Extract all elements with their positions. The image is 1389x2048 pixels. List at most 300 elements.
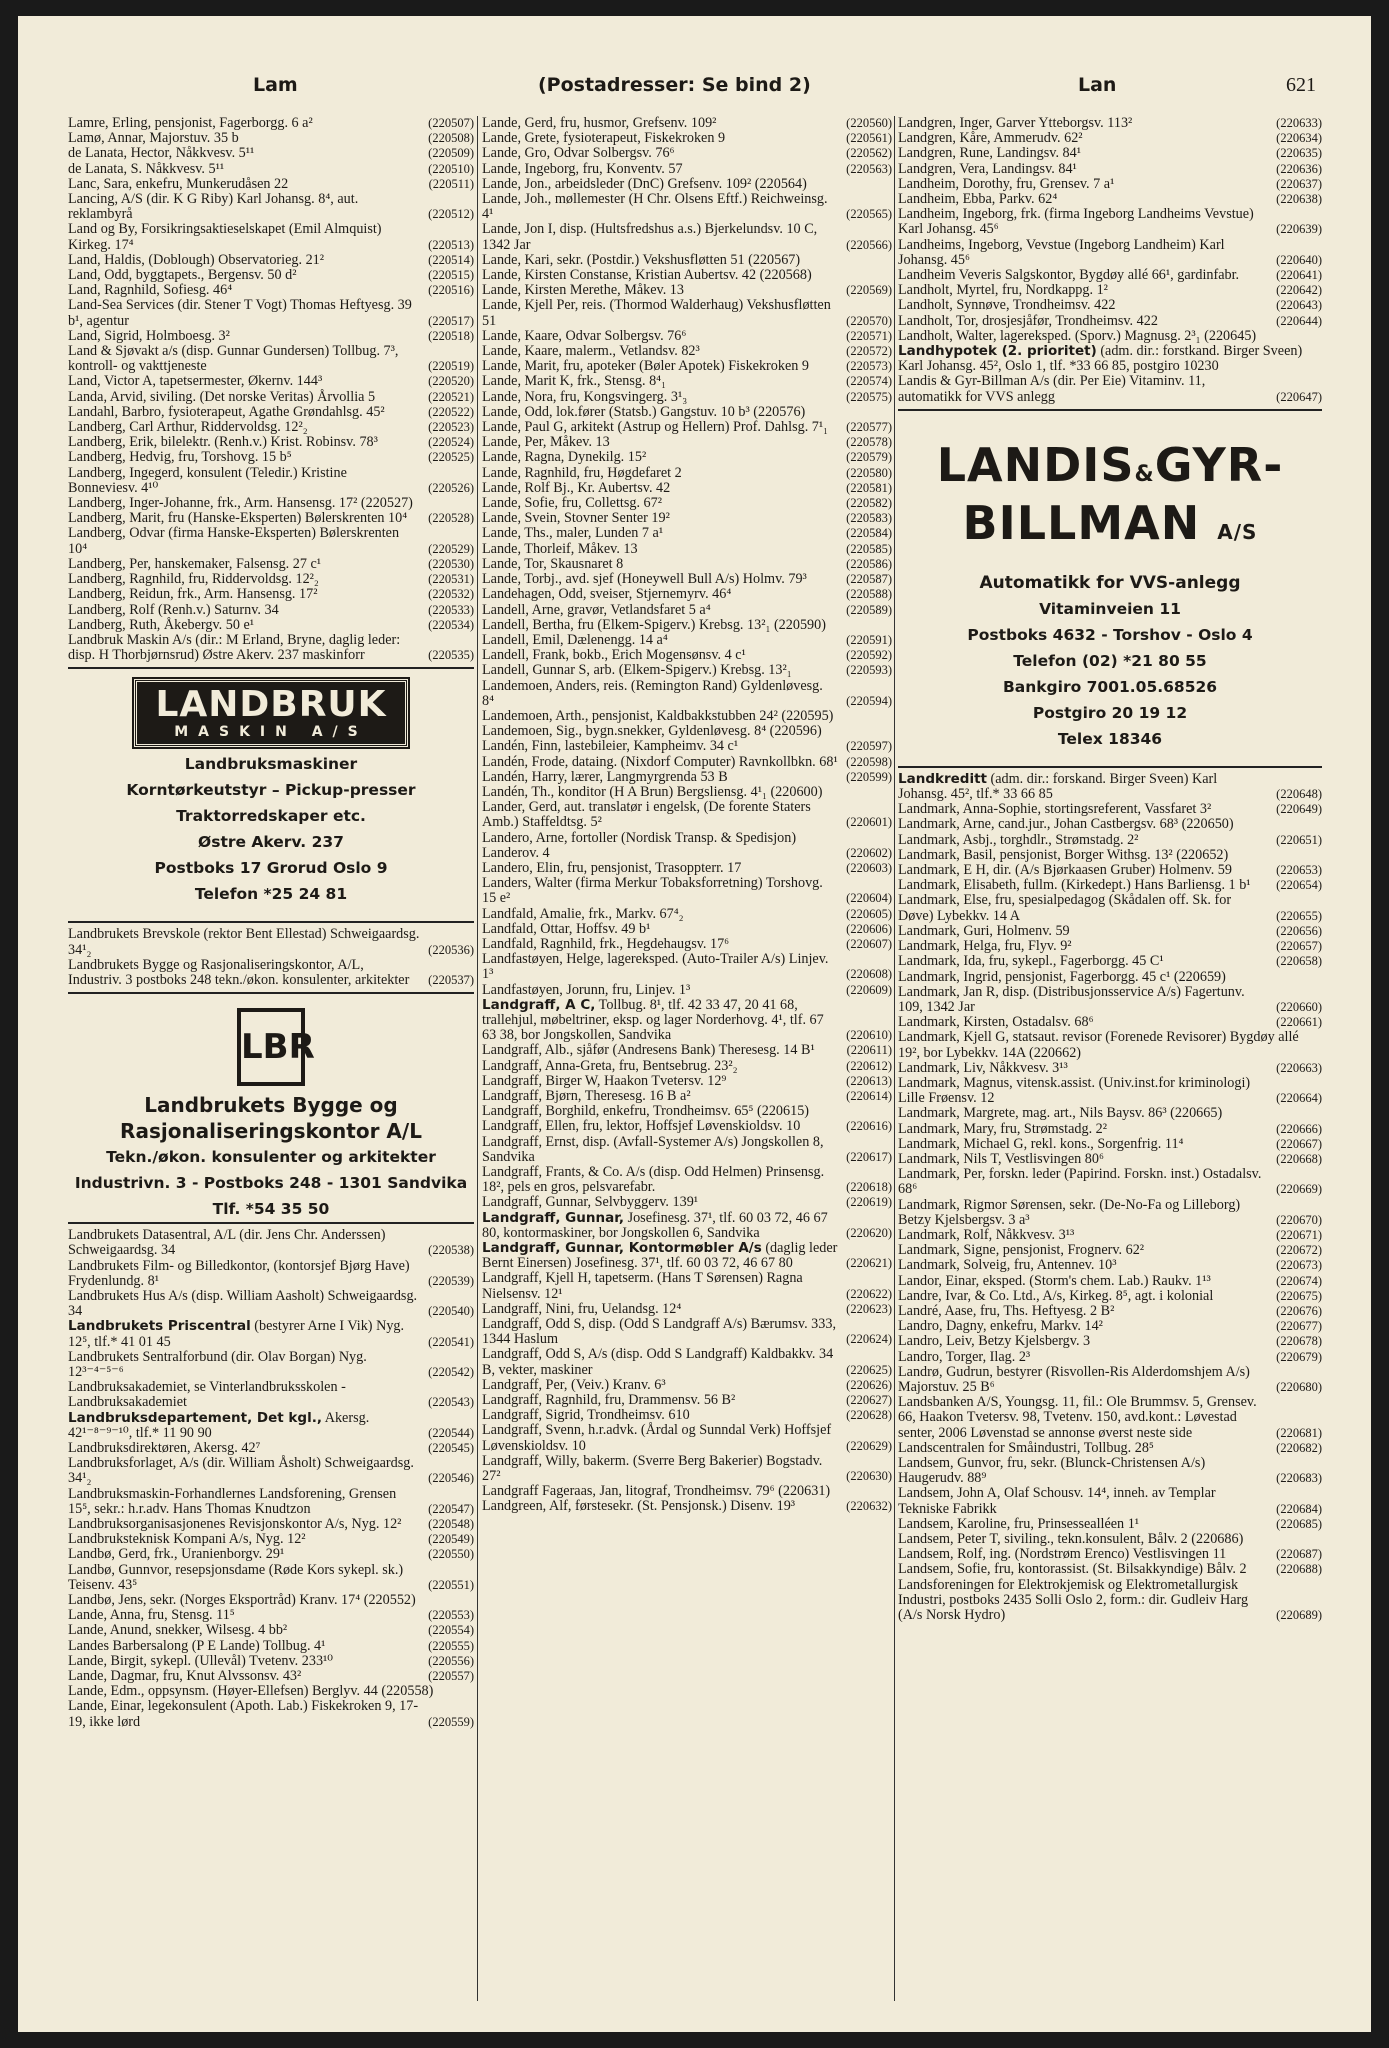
entry-text: Landbø, Gerd, frk., Uranienborgv. 29¹ (68, 1546, 285, 1563)
header-right: Lan (1078, 74, 1117, 96)
directory-entry (898, 939, 1322, 954)
entry-number: (220560) (846, 116, 892, 130)
entry-text: Landmark, Rolf, Nåkkvesv. 3¹³ (898, 1226, 1075, 1243)
directory-entry (68, 298, 474, 328)
directory-entry (898, 131, 1322, 146)
entry-text: Lande, Birgit, sykepl. (Ullevål) Tvetenv. 233¹⁰ (68, 1652, 333, 1669)
directory-entry (898, 1365, 1322, 1395)
entry-number: (220649) (1276, 802, 1322, 817)
directory-entry (898, 1350, 1322, 1365)
directory-entry (68, 511, 474, 526)
entry-text: Landbruksforlaget, A/s (dir. William Åsholt) Schweigaardsg. 34¹₂ (68, 1455, 414, 1487)
directory-entry (898, 848, 1322, 863)
entry-text: Landgren, Kåre, Ammerudv. 62² (898, 130, 1083, 147)
directory-entry (898, 1562, 1322, 1577)
directory-entry (482, 344, 892, 359)
entry-number: (220565) (846, 207, 892, 222)
ad-lines (898, 596, 1322, 752)
entry-number: (220656) (1276, 923, 1322, 938)
directory-entry (898, 985, 1322, 1015)
directory-entry (68, 420, 474, 435)
entry-number: (220678) (1276, 1334, 1322, 1349)
entry-number: (220533) (428, 602, 474, 617)
directory-entry (898, 162, 1322, 177)
entry-text: Lande, Einar, legekonsulent (Apoth. Lab.) Fiskekroken 9, 17-19, ikke lørd (68, 1698, 419, 1730)
directory-entry (898, 146, 1322, 161)
directory-entry (482, 359, 892, 374)
directory-entry (898, 1486, 1322, 1516)
entry-text: Landfald, Ottar, Hoffsv. 49 b¹ (482, 920, 651, 937)
directory-entry (898, 954, 1322, 969)
entry-number: (220545) (428, 1440, 474, 1455)
directory-entry (898, 344, 1322, 374)
entry-text: Landmark, Margrete, mag. art., Nils Baysv. 86³ (220665) (898, 1105, 1223, 1122)
entry-text: Landgraff, Odd S, disp. (Odd S Landgraff A/s) Bærumsv. 333, 1344 Haslum (482, 1316, 836, 1348)
directory-entry (482, 1484, 892, 1499)
entry-text: Landberg, Hedvig, fru, Torshovg. 15 b⁵ (68, 449, 292, 466)
directory-entry (482, 1104, 892, 1119)
directory-entry (482, 1408, 892, 1423)
entry-number: (220647) (1276, 389, 1322, 404)
entry-list (68, 927, 474, 988)
directory-entry (68, 618, 474, 633)
entry-number: (220594) (846, 693, 892, 708)
entry-number: (220623) (846, 1301, 892, 1316)
directory-entry (898, 268, 1322, 283)
directory-entry (482, 1317, 892, 1347)
entry-text: Land, Odd, byggtapets., Bergensv. 50 d² (68, 267, 297, 284)
entry-number: (220577) (846, 420, 892, 435)
entry-number: (220605) (846, 906, 892, 921)
entry-text: de Lanata, S. Nåkkvesv. 5¹¹ (68, 160, 225, 177)
directory-entry (482, 222, 892, 252)
directory-entry (68, 177, 474, 192)
directory-entry (482, 1454, 892, 1484)
entry-text: Landmark, Kirsten, Ostadalsv. 68⁶ (898, 1014, 1094, 1031)
entry-text: Landmark, Mary, fru, Strømstadg. 2² (898, 1120, 1108, 1137)
directory-entry (482, 177, 892, 192)
directory-entry (482, 390, 892, 405)
entry-text: Landsem, Sofie, fru, kontorassist. (St. Bilsakkyndige) Bålv. 2 (898, 1561, 1247, 1578)
entry-text: Landero, Elin, fru, pensjonist, Trasoppterr. 17 (482, 859, 742, 876)
entry-text: Landgren, Rune, Landingsv. 84¹ (898, 145, 1082, 162)
directory-entry (68, 1517, 474, 1532)
entry-text: Lande, Kaare, Odvar Solbergsv. 76⁶ (482, 327, 687, 344)
entry-text: Landmark, Nils T, Vestlisvingen 80⁶ (898, 1150, 1104, 1167)
lbr-logo: LBR (237, 1008, 305, 1086)
entry-number: (220660) (1276, 999, 1322, 1014)
entry-text: Lander, Gerd, aut. translatør i engelsk, (De forente Staters Amb.) Staffeldtsg. 5² (482, 799, 811, 831)
entry-number: (220608) (846, 967, 892, 982)
entry-number: (220628) (846, 1408, 892, 1423)
entry-text: Landberg, Reidun, frk., Arm. Hansensg. 17² (68, 586, 318, 603)
entry-number: (220643) (1276, 298, 1322, 313)
directory-entry (898, 1274, 1322, 1289)
directory-entry (482, 831, 892, 861)
directory-entry (68, 958, 474, 988)
directory-entry (68, 374, 474, 389)
entry-text: Landheim, Ebba, Parkv. 62⁴ (898, 191, 1058, 208)
entry-list (68, 1228, 474, 1730)
entry-number: (220550) (428, 1547, 474, 1562)
entry-text: Landberg, Ruth, Åkebergv. 50 e¹ (68, 616, 255, 633)
entry-number: (220633) (1276, 116, 1322, 130)
entry-number: (220610) (846, 1028, 892, 1043)
entry-text: Landgraff, Borghild, enkefru, Trondheimsv. 65⁵ (220615) (482, 1103, 810, 1120)
ad-line: Korntørkeutstyr – Pickup-presser (126, 781, 416, 800)
directory-entry (68, 1487, 474, 1517)
entry-text: Landberg, Carl Arthur, Riddervoldsg. 12²₂ (68, 419, 308, 436)
entry-text: Landmark, Rigmor Sørensen, sekr. (De-No-Fa og Lilleborg) Betzy Kjelsbergsv. 3 a³ (898, 1196, 1241, 1228)
entry-text: Landemoen, Arth., pensjonist, Kaldbakkstubben 24² (220595) (482, 707, 834, 724)
entry-text: Landmark, Arne, cand.jur., Johan Castbergsv. 68³ (220650) (898, 816, 1234, 833)
ad-tagline: Automatikk for VVS-anlegg (979, 572, 1241, 593)
directory-entry (482, 572, 892, 587)
ad-title: Rasjonaliseringskontor A/L (120, 1119, 422, 1144)
directory-entry (482, 1347, 892, 1377)
entry-number: (220599) (846, 769, 892, 784)
directory-entry (482, 603, 892, 618)
entry-number: (220651) (1276, 832, 1322, 847)
entry-text: Lande, Odd, lok.fører (Statsb.) Gangstuv. 10 b³ (220576) (482, 403, 806, 420)
entry-number: (220674) (1276, 1273, 1322, 1288)
entry-number: (220528) (428, 511, 474, 526)
entry-number: (220538) (428, 1243, 474, 1258)
entry-text: Landmark, Magnus, vitensk.assist. (Univ.inst.for kriminologi) Lille Frøensv. 12 (898, 1074, 1251, 1107)
entry-number: (220557) (428, 1669, 474, 1684)
entry-text: Landro, Leiv, Betzy Kjelsbergv. 3 (898, 1333, 1091, 1350)
entry-number: (220563) (846, 161, 892, 176)
entry-text: Lande, Jon., arbeidsleder (DnC) Grefsenv. 109² (220564) (482, 175, 807, 192)
directory-entry (898, 878, 1322, 893)
entry-text: Landmark, Ida, fru, sykepl., Fagerborgg. 45 C¹ (898, 953, 1164, 970)
entry-text: Lande, Ragnhild, fru, Høgdefaret 2 (482, 464, 682, 481)
entry-text: Landgren, Inger, Garver Ytteborgsv. 113² (898, 115, 1133, 131)
directory-entry (482, 1423, 892, 1453)
directory-entry (482, 405, 892, 420)
directory-entry (898, 1517, 1322, 1532)
entry-text: Landgraff, Ellen, fru, lektor, Hoffsjef Løvenskioldsv. 10 (482, 1118, 801, 1135)
directory-entry (68, 587, 474, 602)
entry-number: (220684) (1276, 1501, 1322, 1516)
directory-entry (68, 162, 474, 177)
entry-number: (220618) (846, 1180, 892, 1195)
entry-number: (220574) (846, 374, 892, 389)
entry-number: (220624) (846, 1332, 892, 1347)
entry-text: Lande, Thorleif, Måkev. 13 (482, 540, 638, 557)
entry-number: (220548) (428, 1516, 474, 1531)
directory-entry (482, 162, 892, 177)
directory-entry (68, 1684, 474, 1699)
entry-text: Landmark, Jan R, disp. (Distribusjonsservice A/s) Fagertunv. 109, 1342 Jar (898, 983, 1245, 1015)
entry-text: Landkreditt (adm. dir.: forskand. Birger Sveen) Karl Johansg. 45², tlf.* 33 66 85 (898, 770, 1218, 803)
entry-number: (220571) (846, 328, 892, 343)
entry-number: (220591) (846, 632, 892, 647)
entry-number: (220606) (846, 921, 892, 936)
entry-text: Landheim Veveris Salgskontor, Bygdøy allé 66¹, gardinfabr. (898, 267, 1240, 284)
directory-entry (898, 1030, 1322, 1060)
entry-number: (220554) (428, 1623, 474, 1638)
entry-number: (220644) (1276, 313, 1322, 328)
directory-entry (68, 1608, 474, 1623)
entry-text: Landsem, Rolf, ing. (Nordstrøm Erenco) Vestlisvingen 11 (898, 1546, 1227, 1563)
entry-text: Landbruksteknisk Kompani A/s, Nyg. 12² (68, 1531, 306, 1548)
directory-entry (482, 496, 892, 511)
entry-text: Landro, Dagny, enkefru, Markv. 14² (898, 1318, 1103, 1335)
entry-text: Landgraff, Birger W, Haakon Tvetersv. 12⁹ (482, 1072, 727, 1089)
directory-entry (482, 192, 892, 222)
directory-entry (482, 298, 892, 328)
entry-number: (220632) (846, 1499, 892, 1514)
entry-number: (220539) (428, 1273, 474, 1288)
entry-number: (220655) (1276, 908, 1322, 923)
entry-number: (220521) (428, 389, 474, 404)
page-header (18, 56, 1371, 116)
directory-entry (68, 1654, 474, 1669)
entry-text: Landa, Arvid, siviling. (Det norske Veritas) Årvollia 5 (68, 388, 376, 405)
entry-text: Landgraff Fageraas, Jan, litograf, Trondheimsv. 79⁶ (220631) (482, 1483, 831, 1500)
entry-number: (220617) (846, 1149, 892, 1164)
directory-entry (898, 116, 1322, 131)
directory-entry (482, 1119, 892, 1134)
entry-text: Landmark, Elisabeth, fullm. (Kirkedept.) Hans Barliensg. 1 b¹ (898, 877, 1251, 894)
directory-entry (68, 496, 474, 511)
directory-entry (68, 268, 474, 283)
ad-line: Tekn./økon. konsulenter og arkitekter (106, 1148, 436, 1167)
entry-number: (220592) (846, 648, 892, 663)
directory-entry (68, 1669, 474, 1684)
directory-entry (68, 1456, 474, 1486)
directory-entry (482, 587, 892, 602)
entry-text: Landfald, Ragnhild, frk., Hegdehaugsv. 17⁶ (482, 935, 730, 952)
entry-number: (220518) (428, 328, 474, 343)
ad-lbr (68, 992, 474, 1224)
entry-number: (220516) (428, 283, 474, 298)
entry-number: (220524) (428, 435, 474, 450)
entry-text: Lande, Jon I, disp. (Hultsfredshus a.s.) Bjerkelundsv. 10 C, 1342 Jar (482, 221, 818, 253)
entry-number: (220523) (428, 420, 474, 435)
directory-entry (482, 1378, 892, 1393)
entry-text: Landell, Frank, bokb., Erich Mogensønsv. 4 c¹ (482, 647, 746, 664)
ad-line: Telefon (02) *21 80 55 (1013, 651, 1207, 670)
entry-text: Landemoen, Anders, reis. (Remington Rand) Gyldenløvesg. 8⁴ (482, 677, 823, 709)
ad-landis-gyr (898, 409, 1322, 768)
entry-number: (220602) (846, 845, 892, 860)
directory-entry (482, 983, 892, 998)
entry-text: Lande, Dagmar, fru, Knut Alvssonsv. 43² (68, 1668, 302, 1685)
directory-entry (482, 922, 892, 937)
entry-text: Lande, Kjell Per, reis. (Thormod Walderhaug) Vekshusfløtten 51 (482, 297, 831, 329)
entry-number: (220531) (428, 572, 474, 587)
entry-text: Landgraff, Kjell H, tapetserm. (Hans T Sørensen) Ragna Nielsensv. 12¹ (482, 1270, 803, 1302)
directory-entry (482, 1499, 892, 1514)
entry-number: (220544) (428, 1425, 474, 1440)
entry-text: Landmark, E H, dir. (A/s Bjørkaasen Gruber) Holmenv. 59 (898, 862, 1232, 879)
entry-text: Lande, Per, Måkev. 13 (482, 434, 610, 451)
entry-number: (220532) (428, 587, 474, 602)
directory-entry (898, 1152, 1322, 1167)
entry-number: (220636) (1276, 161, 1322, 176)
directory-entry (68, 633, 474, 663)
entry-number: (220669) (1276, 1182, 1322, 1197)
directory-entry (482, 131, 892, 146)
entry-text: Landgraff, Anna-Greta, fru, Bentsebrug. 23²₂ (482, 1057, 738, 1074)
entry-text: Lande, Ragna, Dynekilg. 15² (482, 449, 647, 466)
entry-text: Landgraff, Bjørn, Theresesg. 16 B a² (482, 1088, 691, 1104)
entry-text: Lande, Kaare, malerm., Vetlandsv. 82³ (482, 343, 700, 360)
entry-text: Landén, Harry, lærer, Langmyrgrenda 53 B (482, 768, 728, 785)
directory-entry (482, 1043, 892, 1058)
entry-text: Landgraff, Nini, fru, Uelandsg. 12⁴ (482, 1300, 682, 1317)
directory-entry (898, 817, 1322, 832)
directory-entry (482, 374, 892, 389)
entry-text: Landén, Finn, lastebileier, Kampheimv. 34 c¹ (482, 738, 739, 755)
directory-entry (898, 1304, 1322, 1319)
directory-entry (482, 724, 892, 739)
entry-number: (220534) (428, 617, 474, 632)
entry-number: (220547) (428, 1501, 474, 1516)
entry-number: (220613) (846, 1073, 892, 1088)
entry-text: Lande, Joh., møllemester (H Chr. Olsens Eftf.) Reichweinsg. 4¹ (482, 191, 828, 223)
entry-text: Landbrukets Brevskole (rektor Bent Ellestad) Schweigaardsg. 34¹₂ (68, 926, 420, 958)
directory-entry (482, 1271, 892, 1301)
ad-line: Landbruksmaskiner (184, 755, 358, 774)
directory-entry (898, 833, 1322, 848)
entry-number: (220584) (846, 526, 892, 541)
entry-text: Landholt, Tor, drosjesjåfør, Trondheimsv. 422 (898, 312, 1158, 329)
entry-text: Landell, Bertha, fru (Elkem-Spigerv.) Krebsg. 13²₁ (220590) (482, 616, 826, 633)
directory-entry (482, 557, 892, 572)
entry-text: Landgraff, Gunnar, Josefinesg. 37¹, tlf. 60 03 72, 46 67 80, kontormaskiner, bor Jongskollen 6, Sandvika (482, 1209, 828, 1241)
directory-entry (482, 785, 892, 800)
ad-line: Traktorredskaper etc. (176, 807, 366, 826)
directory-entry (898, 893, 1322, 923)
directory-entry (898, 1456, 1322, 1486)
entry-text: Landers, Walter (firma Merkur Tobaksforretning) Torshovg. 15 e² (482, 875, 823, 907)
directory-entry (68, 450, 474, 465)
entry-text: Landgraff, Gunnar, Kontormøbler A/s (daglig leder Bernt Einersen) Josefinesg. 37¹, tlf. 60 03 72, 46 67 80 (482, 1240, 838, 1272)
entry-number: (220657) (1276, 939, 1322, 954)
entry-text: Landahl, Barbro, fysioterapeut, Agathe Grøndahlsg. 45² (68, 403, 385, 420)
directory-entry (898, 314, 1322, 329)
entry-number: (220663) (1276, 1060, 1322, 1075)
entry-text: Lamø, Annar, Majorstuv. 35 b (68, 130, 239, 147)
entry-text: Land og By, Forsikringsaktieselskapet (Emil Almquist) Kirkeg. 17⁴ (68, 221, 382, 253)
entry-number: (220607) (846, 936, 892, 951)
directory-entry (482, 329, 892, 344)
entry-text: Landberg, Marit, fru (Hanske-Eksperten) Bølerskrenten 10⁴ (68, 510, 408, 527)
entry-number: (220688) (1276, 1562, 1322, 1577)
directory-entry (68, 344, 474, 374)
entry-text: de Lanata, Hector, Nåkkvesv. 5¹¹ (68, 145, 255, 162)
entry-number: (220573) (846, 359, 892, 374)
landis-logo: LANDIS&GYR- (936, 437, 1284, 492)
directory-entry (898, 1532, 1322, 1547)
directory-entry (898, 374, 1322, 404)
directory-entry (898, 863, 1322, 878)
directory-entry (482, 450, 892, 465)
directory-entry (482, 755, 892, 770)
entry-number: (220658) (1276, 954, 1322, 969)
entry-text: Landrø, Gudrun, bestyrer (Risvollen-Ris Alderdomshjem A/s) Majorstuv. 25 B⁶ (898, 1363, 1250, 1395)
entry-text: Landgraff, Ragnhild, fru, Drammensv. 56 B² (482, 1392, 736, 1409)
column-divider (477, 116, 478, 2001)
entry-text: Landgraff, Sigrid, Trondheimsv. 610 (482, 1407, 690, 1424)
entry-number: (220508) (428, 131, 474, 146)
entry-number: (220630) (846, 1469, 892, 1484)
entry-number: (220543) (428, 1395, 474, 1410)
ad-line: Vitaminveien 11 (1039, 599, 1181, 618)
directory-entry (898, 1122, 1322, 1137)
directory-entry (482, 1393, 892, 1408)
entry-text: Landmark, Per, forskn. leder (Papirind. Forskn. inst.) Ostadalsv. 68⁶ (898, 1166, 1262, 1198)
entry-text: Lande, Marit K, frk., Stensg. 8⁴₁ (482, 373, 667, 390)
directory-entry (482, 739, 892, 754)
entry-text: Landberg, Odvar (firma Hanske-Eksperten) Bølerskrenten 10⁴ (68, 525, 400, 557)
entry-text: Landmark, Kjell G, statsaut. revisor (Forenede Revisorer) Bygdøy allé 19², bor Lybekkv. 14A (220662) (898, 1029, 1299, 1061)
entry-number: (220648) (1276, 787, 1322, 802)
entry-text: Landes Barbersalong (P E Lande) Tollbug. 4¹ (68, 1637, 326, 1654)
directory-entry (68, 1639, 474, 1654)
directory-entry (482, 481, 892, 496)
entry-number: (220526) (428, 480, 474, 495)
entry-text: Landbrukets Bygge og Rasjonaliseringskontor, A/L, Industriv. 3 postboks 248 tekn./økon. konsulenter, arkitekter (68, 956, 410, 988)
entry-number: (220673) (1276, 1258, 1322, 1273)
directory-entry (482, 907, 892, 922)
entry-number: (220627) (846, 1393, 892, 1408)
directory-entry (898, 192, 1322, 207)
directory-entry (482, 709, 892, 724)
entry-text: Landis & Gyr-Billman A/s (dir. Per Eie) Vitaminv. 11, automatikk for VVS anlegg (898, 373, 1206, 405)
directory-entry (482, 952, 892, 982)
entry-number: (220562) (846, 146, 892, 161)
directory-entry (68, 526, 474, 556)
entry-list (482, 116, 892, 1515)
directory-entry (68, 1547, 474, 1562)
entry-number: (220625) (846, 1362, 892, 1377)
directory-entry (68, 1441, 474, 1456)
entry-text: Landgraff, Frants, & Co. A/s (disp. Odd Helmen) Prinsensg. 18², pels en gros, pelsvarefabr. (482, 1164, 825, 1196)
ad-line: Bankgiro 7001.05.68526 (1002, 677, 1218, 696)
entry-text: Landholt, Walter, lagereksped. (Sporv.) Magnusg. 2³₁ (220645) (898, 327, 1257, 344)
entry-number: (220620) (846, 1225, 892, 1240)
entry-text: Landscentralen for Småindustri, Tollbug. 28⁵ (898, 1439, 1154, 1456)
entry-number: (220593) (846, 663, 892, 678)
directory-entry (898, 1547, 1322, 1562)
entry-number: (220601) (846, 815, 892, 830)
directory-entry (68, 116, 474, 131)
entry-text: Landmark, Signe, pensjonist, Frognerv. 62² (898, 1242, 1145, 1259)
entry-text: Lande, Kirsten Merethe, Måkev. 13 (482, 282, 684, 299)
page-number: 621 (1286, 74, 1316, 96)
entry-number: (220597) (846, 739, 892, 754)
directory-entry (68, 466, 474, 496)
entry-text: Lande, Grete, fysioterapeut, Fiskekroken 9 (482, 130, 726, 147)
entry-list (68, 116, 474, 663)
directory-entry (482, 511, 892, 526)
directory-entry (898, 177, 1322, 192)
entry-number: (220635) (1276, 146, 1322, 161)
entry-text: Landhypotek (2. prioritet) (adm. dir.: forstkand. Birger Sveen) Karl Johansg. 45², Oslo 1, tlf. *33 66 85, postgiro 10230 (898, 343, 1303, 375)
directory-entry (482, 253, 892, 268)
entry-number: (220616) (846, 1119, 892, 1134)
entry-text: Landgraff, A C, Tollbug. 8¹, tlf. 42 33 47, 20 41 68, trallehjul, møbeltriner, eksp. og lager Norderhovg. 4¹, tlf. 67 63 38, bor Jongskollen, Sandvika (482, 996, 824, 1044)
entry-number: (220666) (1276, 1121, 1322, 1136)
entry-text: Landsforeningen for Elektrokjemisk og Elektrometallurgisk Industri, postboks 2435 Solli Oslo 2, form.: dir. Gudleiv Harg (A/s Norsk Hydro) (898, 1576, 1249, 1624)
entry-number: (220675) (1276, 1288, 1322, 1303)
entry-text: Landén, Frode, dataing. (Nixdorf Computer) Ravnkollbkn. 68¹ (482, 753, 838, 770)
entry-text: Landberg, Per, hanskemaker, Falsensg. 27 c¹ (68, 555, 322, 572)
